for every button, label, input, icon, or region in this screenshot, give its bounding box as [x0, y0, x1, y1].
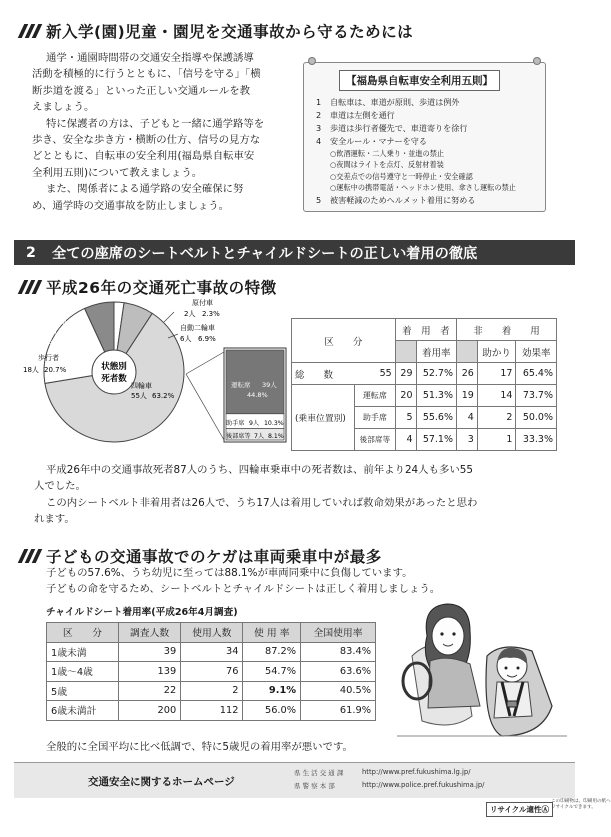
para3: また、関係者による通学路の安全確保に努 め、通学時の交通事故を防止しましょう。	[32, 183, 244, 212]
kids-paragraph: 子どもの57.6%、うち幼児に至っては88.1%が車両同乗中に負傷しています。 子どもの命を守るため、シートベルトとチャイルドシートは正しく着用しましょう。	[46, 567, 441, 596]
deaths-paragraph: 平成26年中の交通事故死者87人のうち、四輪車乗車中の死者数は、前年より24人も多い55 人でした。 この内シートベルト非着用者は26人で、うち17人は着用していれば救命効果があったと思わ れます。	[34, 464, 478, 526]
slice-label-motorcycle-pct: 6.9%	[198, 335, 216, 343]
table-row: 1歳未満 39 34 87.2% 83.4%	[47, 642, 376, 662]
rule-sub-item: ○運転中の携帯電話・ヘッドホン使用、傘さし運転の禁止	[330, 183, 516, 193]
seatbelt-effect-table	[291, 318, 557, 451]
table-row: (乗車位置別) 運転席 20 51.3% 19 14 73.7%	[292, 385, 557, 407]
subheading-deaths-title: 平成26年の交通死亡事故の特徴	[46, 279, 277, 297]
footer-url2[interactable]: http://www.police.pref.fukushima.jp/	[362, 781, 485, 789]
slice-label-moped-name: 原付車	[192, 299, 213, 307]
breakdown-rear-count: 7人	[254, 433, 265, 440]
breakdown-rear-name: 後部席等	[226, 433, 251, 440]
footer-label: 交通安全に関するホームページ	[88, 776, 235, 788]
para1: 通学・通園時間帯の交通安全指導や保護誘導 活動を積極的に行うとともに、「信号を守る」「横 断歩道を渡る」といった正しい交通ルールを教 えましょう。	[32, 52, 261, 114]
recycle-note: この印刷物は、印刷用の紙へ リサイクルできます。	[551, 799, 611, 810]
table-row: 5歳 22 2 9.1% 40.5%	[47, 681, 376, 701]
section2-bar	[14, 240, 575, 265]
t1-header-rate: 着用率	[416, 341, 457, 363]
footer-url1[interactable]: http://www.pref.fukushima.lg.jp/	[362, 768, 471, 776]
breakdown-rear-pct: 8.1%	[268, 433, 284, 440]
slice-label-walker-pct: 20.7%	[44, 366, 67, 374]
table-row: 6歳未満計 200 112 56.0% 61.9%	[47, 701, 376, 721]
slice-label-moped-pct: 2.3%	[202, 310, 220, 318]
recycle-mark: リサイクル適性Ⓐ	[486, 802, 553, 817]
breakdown-passenger-name: 助手席	[226, 420, 245, 427]
slice-label-motorcycle-count: 6人	[180, 335, 192, 343]
slash-mark-icon	[18, 24, 40, 38]
child-seat-table-caption: チャイルドシート着用率(平成26年4月調査)	[46, 607, 238, 618]
mother-child-carseat-illustration	[392, 596, 572, 746]
slice-label-bicycle-name: 自転車	[46, 318, 67, 326]
t1-header-blank	[395, 341, 416, 363]
footer-org2: 県 警 察 本 部	[294, 782, 335, 790]
table-row: 後部席等 4 57.1% 3 1 33.3%	[292, 429, 557, 451]
slice-label-4wheel-pct: 63.2%	[152, 392, 175, 400]
subheading-kids	[18, 545, 382, 567]
rule-item: 4 安全ルール・マナーを守る	[316, 136, 427, 146]
connector-line	[186, 374, 224, 440]
pie-center	[92, 350, 136, 394]
slice-label-walker-name: 歩行者	[38, 354, 59, 362]
rule-item: 5 被害軽減のためヘルメット着用に努める	[316, 194, 476, 205]
subheading-kids-title: 子どもの交通事故でのケガは車両乗車中が最多	[46, 548, 382, 566]
rule-item: 2 車道は左側を通行	[316, 110, 395, 120]
table-header-row: 区 分 調査人数 使用人数 使 用 率 全国使用率	[47, 623, 376, 643]
pin-icon	[308, 57, 316, 65]
table-row: 総 数 55 29 52.7% 26 17 65.4%	[292, 363, 557, 385]
pie-center-label-1: 状態別	[101, 362, 127, 372]
table-row: 助手席 5 55.6% 4 2 50.0%	[292, 407, 557, 429]
section1-title: 新入学(園)児童・園児を交通事故から守るためには	[46, 23, 414, 41]
rule-sub-item: ○夜間はライトを点灯、反射材着装	[330, 160, 444, 170]
rules-list	[316, 96, 516, 207]
breakdown-driver-pct: 44.8%	[247, 391, 268, 399]
slash-mark-icon	[18, 549, 40, 563]
pie-center-label-2: 死者数	[101, 374, 127, 384]
child-seat-table	[46, 622, 376, 721]
slice-label-motorcycle-name: 自動二輪車	[180, 324, 215, 332]
leader-line	[164, 312, 174, 322]
table-row: 1歳～4歳 139 76 54.7% 63.6%	[47, 662, 376, 682]
footer-org1: 県 生 活 交 通 課	[294, 769, 344, 777]
rules-title: 【福島県自転車安全利用五則】	[339, 70, 500, 91]
slice-label-bicycle-pct: 6.9%	[48, 338, 66, 346]
section2-number: 2	[26, 244, 36, 261]
slice-label-4wheel-count: 55人	[131, 392, 147, 400]
section1-heading	[18, 20, 413, 42]
section1-body	[32, 50, 296, 214]
breakdown-passenger-count: 9人	[249, 420, 260, 427]
t1-header-wearers: 着 用 者	[395, 319, 456, 341]
final-note: 全般的に全国平均に比べ低調で、特に5歳児の着用率が悪いです。	[46, 741, 353, 753]
t1-header-effect: 効果率	[516, 341, 557, 363]
fatalities-pie-chart	[14, 292, 294, 452]
footer	[14, 762, 575, 798]
breakdown-passenger-pct: 10.3%	[264, 420, 284, 427]
pin-icon	[533, 57, 541, 65]
breakdown-driver-count: 39人	[262, 381, 277, 389]
t1-header-nonwearers: 非 着 用	[457, 319, 557, 341]
t1-header-blank	[457, 341, 478, 363]
bicycle-rules-box	[303, 62, 546, 212]
slice-label-walker-count: 18人	[23, 366, 39, 374]
breakdown-driver-name: 運転席	[231, 381, 251, 389]
rule-item: 3 歩道は歩行者優先で、車道寄りを徐行	[316, 123, 468, 133]
t1-header-saved: 助かり	[477, 341, 516, 363]
slice-label-moped-count: 2人	[184, 310, 196, 318]
t1-header-kubun: 区 分	[292, 319, 396, 363]
para2: 特に保護者の方は、子どもと一緒に通学路等を 歩き、安全な歩き方・横断の仕方、信号の見方な どとともに、自転車の安全利用(福島県自転車安 全利用五則)について教えましょう。	[32, 117, 265, 179]
slice-label-bicycle-count: 6人	[52, 328, 64, 336]
rule-item: 1 自転車は、車道が原則、歩道は例外	[316, 97, 460, 107]
slice-label-4wheel-name: 四輪車	[131, 382, 152, 390]
section2-title: 全ての座席のシートベルトとチャイルドシートの正しい着用の徹底	[52, 245, 478, 262]
connector-line	[186, 352, 224, 374]
rule-sub-item: ○飲酒運転・二人乗り・並進の禁止	[330, 149, 445, 158]
rule-sub-item: ○交差点での信号遵守と一時停止・安全確認	[330, 171, 473, 181]
